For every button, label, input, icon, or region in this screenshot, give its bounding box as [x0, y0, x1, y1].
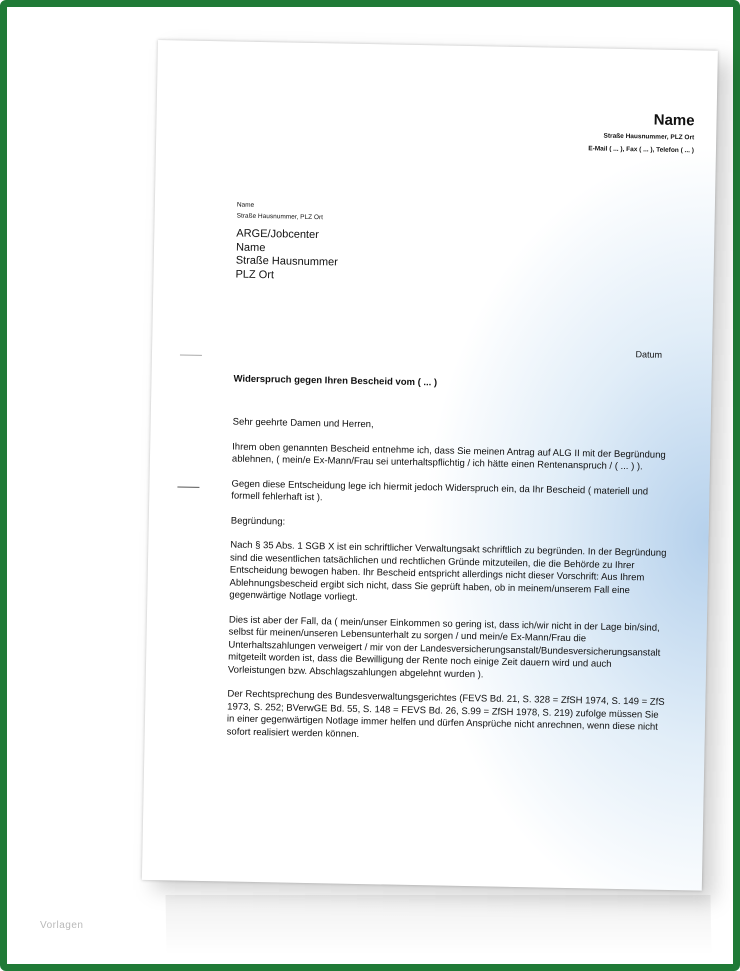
recipient-address [235, 228, 338, 284]
letter-body [226, 417, 672, 759]
letter-date: Datum [635, 349, 663, 360]
page-reflection [165, 895, 711, 955]
paragraph-2: Gegen diese Entscheidung lege ich hiermit jedoch Widerspruch ein, da Ihr Bescheid ( materiell und formell fehlerhaft ist ). [231, 477, 649, 504]
fold-mark-2 [177, 486, 199, 487]
salutation: Sehr geehrte Damen und Herren, [232, 416, 374, 431]
recipient-line-1: ARGE/Jobcenter [236, 227, 319, 242]
paragraph-4: Dies ist aber der Fall, da ( mein/unser Einkommen so gering ist, dass ich/wir nicht in der Lage bin/sind, selbst für meinen/unseren Lebensunterhalt zu sorgen / und mein/e Ex-Mann/Frau die Unterhaltszahlungen verweigert / mir von der Landesversicherungsanstalt/Bundesversicherungsanstalt mitgeteilt worden ist, dass die Bewilligung der Rente noch einige Zeit dauern wird und auch Vorleistungen bzw. Abschlagszahlungen abgelehnt wurden ). [227, 613, 661, 680]
return-address-name: Name [236, 201, 255, 209]
paragraph-5: Der Rechtsprechung des Bundesverwaltungsgerichtes (FEVS Bd. 21, S. 328 = ZfSH 1974, S. 149 = ZfS 1973, S. 252; BVerwGE Bd. 55, S. 148 = FEVS Bd. 26, S.99 = ZfSH 1978, S. 219) zufolge müssen Sie in einer gegenwärtigen Notlage immer helfen und dürfen Ansprüche nicht anrechnen, wenn diese nicht sofort realisiert werden können. [226, 688, 665, 740]
watermark-text: Vorlagen [40, 920, 84, 931]
sender-street: Straße Hausnummer, PLZ Ort [603, 132, 695, 142]
fold-mark-1 [180, 354, 202, 355]
return-address-street: Straße Hausnummer, PLZ Ort [236, 212, 324, 222]
recipient-line-2: Name [235, 241, 266, 254]
recipient-line-4: PLZ Ort [235, 268, 275, 281]
paragraph-3: Nach § 35 Abs. 1 SGB X ist ein schriftlicher Verwaltungsakt schriftlich zu begründen. In der Begründung sind die wesentlichen tatsächlichen und rechtlichen Gründe mitzuteilen, die die Behörde zu Ihrer Entscheidung bewogen haben. Ihr Bescheid entspricht allerdings nicht dieser Vorschrift: Aus Ihrem Ablehnungsbescheid ergibt sich nicht, dass Sie geprüft haben, ob in meinem/unserem Fall eine gegenwärtige Notlage vorliegt. [229, 539, 667, 603]
reasoning-heading: Begründung: [230, 514, 286, 528]
sender-name: Name [653, 111, 695, 130]
recipient-line-3: Straße Hausnummer [235, 254, 338, 269]
paragraph-1: Ihrem oben genannten Bescheid entnehme ich, dass Sie meinen Antrag auf ALG II mit der Begründung ablehnen, ( mein/e Ex-Mann/Frau sei unterhaltspflichtig / ich hätte einen Rentenanspruch / ( ... ) ). [231, 441, 666, 473]
sender-contact: E-Mail ( ... ), Fax ( ... ), Telefon ( ... ) [588, 145, 695, 155]
letter-page [142, 40, 718, 891]
letter-subject: Widerspruch gegen Ihren Bescheid vom ( ... ) [233, 373, 438, 389]
